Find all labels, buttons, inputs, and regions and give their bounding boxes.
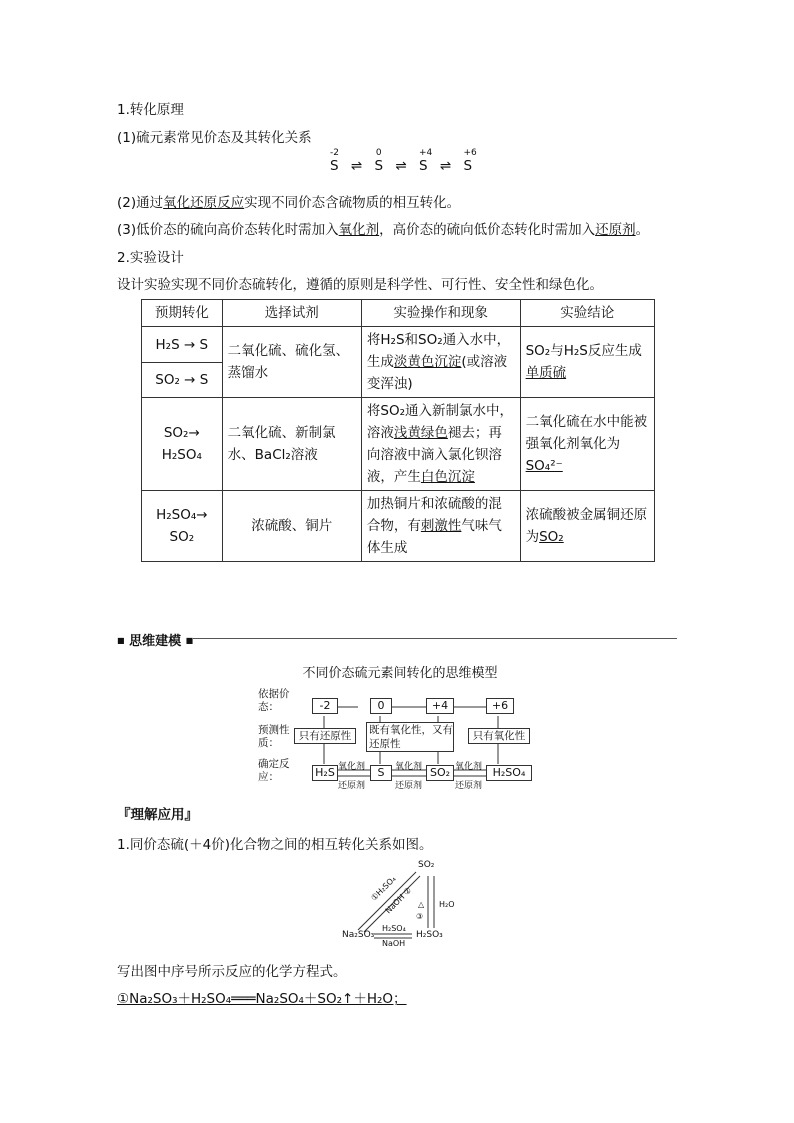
label-base: NaOH — [382, 939, 406, 948]
header-expected: 预期转化 — [142, 300, 223, 327]
header-conclusion: 实验结论 — [520, 300, 654, 327]
model-title: 不同价态硫元素间转化的思维模型 — [302, 666, 498, 681]
oxidant-label: 氧化剂 — [395, 762, 423, 772]
oxidant-label: 氧化剂 — [338, 762, 366, 772]
row3-conclusion: 浓硫酸被金属铜还原为SO₂ — [520, 491, 654, 562]
label-reaction-1: ①H₂SO₄ — [369, 874, 398, 903]
row1-reagents: 二氧化硫、硫化氢、蒸馏水 — [222, 327, 361, 398]
row3-conversion: H₂SO₄→ SO₂ — [142, 491, 223, 562]
apply-section-label: 『理解应用』 — [117, 807, 198, 823]
item-valence-relations: (1)硫元素常见价态及其转化关系 — [117, 130, 312, 146]
corner-bracket-icon: 』 — [184, 807, 198, 823]
row1-operation: 将H₂S和SO₂通入水中，生成淡黄色沉淀(或溶液变浑浊) — [361, 327, 520, 398]
sulfur-plus4: +4 S — [418, 148, 433, 174]
label-determine: 确定反应： — [258, 758, 290, 783]
item-redox: (2)通过氧化还原反应实现不同价态含硫物质的相互转化。 — [117, 195, 461, 211]
header-divider — [193, 638, 677, 639]
section-heading-design: 2.实验设计 — [117, 250, 184, 266]
species-box: H₂S — [312, 765, 338, 781]
equilibrium-arrow: ⇌ — [350, 158, 363, 174]
question-2: 写出图中序号所示反应的化学方程式。 — [117, 964, 347, 980]
oxidant-label: 氧化剂 — [455, 762, 483, 772]
conversion-h2s-s: H₂S → S — [142, 328, 222, 363]
equilibrium-arrow: ⇌ — [395, 158, 407, 174]
property-box: 只有还原性 — [294, 728, 356, 744]
model-section-label: 思维建模 — [129, 634, 182, 649]
row1-conclusion: SO₂与H₂S反应生成单质硫 — [520, 327, 654, 398]
sulfite-relation-diagram — [340, 858, 460, 948]
model-section-header — [117, 630, 677, 649]
valence-box: 0 — [370, 698, 392, 714]
equation-1: ①Na₂SO₃＋H₂SO₄═══Na₂SO₄＋SO₂↑＋H₂O； — [117, 991, 407, 1007]
valence-box: +4 — [426, 698, 454, 714]
property-box: 既有氧化性，又有还原性 — [366, 722, 454, 752]
property-box: 只有氧化性 — [468, 728, 530, 744]
row2-operation: 将SO₂通入新制氯水中，溶液浅黄绿色褪去；再向溶液中滴入氯化钡溶液，产生白色沉淀 — [361, 398, 520, 491]
reductant-label: 还原剂 — [338, 781, 366, 791]
species-so2: SO₂ — [418, 860, 435, 870]
label-predict: 预测性质： — [258, 724, 290, 749]
corner-bracket-icon: 『 — [117, 807, 131, 823]
equilibrium-arrow: ⇌ — [439, 158, 452, 174]
row3-reagents: 浓硫酸、铜片 — [222, 491, 361, 562]
item-reagents: (3)低价态的硫向高价态转化时需加入氧化剂，高价态的硫向低价态转化时需加入还原剂。 — [117, 222, 650, 238]
section-heading-principle: 1.转化原理 — [117, 102, 184, 118]
table-row — [142, 491, 655, 562]
label-basis: 依据价态： — [258, 688, 290, 713]
table-row — [142, 398, 655, 491]
reductant-label: 还原剂 — [455, 781, 483, 791]
valence-box: +6 — [486, 698, 514, 714]
question-1: 1.同价态硫(＋4价)化合物之间的相互转化关系如图。 — [117, 837, 433, 853]
label-acid: H₂SO₄ — [382, 924, 406, 933]
label-reaction-3: ③ — [416, 912, 424, 921]
square-bullet-icon: ■ — [117, 636, 125, 645]
design-intro: 设计实验实现不同价态硫转化，遵循的原则是科学性、可行性、安全性和绿色化。 — [117, 277, 603, 293]
label-water: H₂O — [439, 900, 455, 909]
species-box: S — [370, 765, 392, 781]
header-reagents: 选择试剂 — [222, 300, 361, 327]
species-box: SO₂ — [426, 765, 454, 781]
sulfur-plus6: +6 S — [463, 148, 477, 174]
row2-conclusion: 二氧化硫在水中能被强氧化剂氧化为SO₄²⁻ — [520, 398, 654, 491]
reductant-label: 还原剂 — [395, 781, 423, 791]
header-operation: 实验操作和现象 — [361, 300, 520, 327]
species-na2so3: Na₂SO₃ — [342, 930, 375, 940]
square-bullet-icon: ■ — [185, 636, 194, 645]
label-reaction-2: NaOH ② — [383, 885, 414, 916]
sulfur-minus2: -2 S — [330, 148, 339, 174]
conversion-so2-s: SO₂ → S — [155, 371, 209, 388]
row2-conversion: SO₂→ H₂SO₄ — [142, 398, 223, 491]
table-header-row — [142, 300, 655, 327]
species-box: H₂SO₄ — [486, 765, 532, 781]
row1-conversion — [142, 327, 223, 398]
valence-box: -2 — [312, 698, 338, 714]
row3-operation: 加热铜片和浓硫酸的混合物，有刺激性气味气体生成 — [361, 491, 520, 562]
thinking-model-diagram — [258, 688, 538, 791]
sulfur-valence-chain — [330, 148, 477, 174]
species-h2so3: H₂SO₃ — [416, 930, 443, 940]
sulfur-zero: 0 S — [374, 148, 384, 174]
experiment-table — [141, 299, 655, 562]
table-row — [142, 327, 655, 398]
heat-icon: △ — [418, 900, 425, 909]
row2-reagents: 二氧化硫、新制氯水、BaCl₂溶液 — [222, 398, 361, 491]
